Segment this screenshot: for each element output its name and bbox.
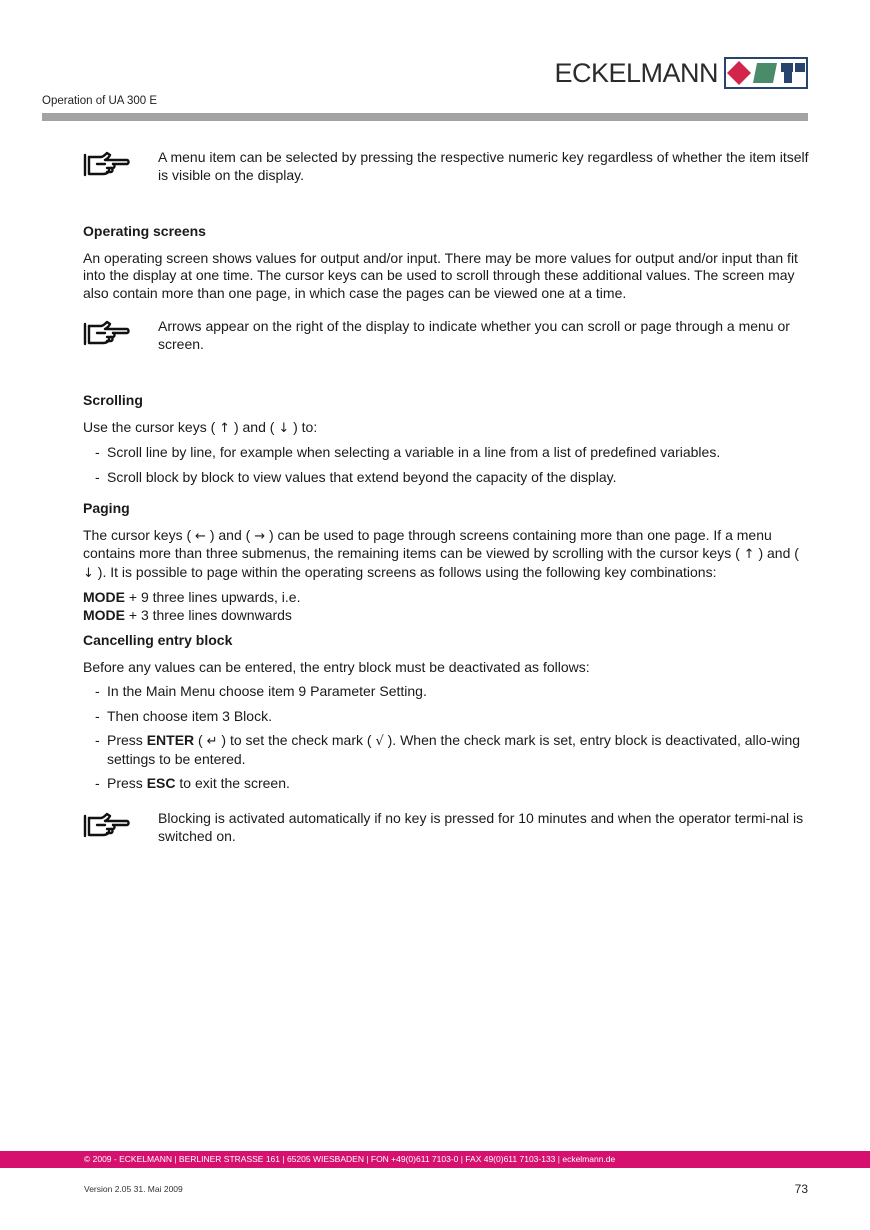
list-item: - Scroll line by line, for example when selecting a variable in a line from a list of predefined variables.	[95, 444, 721, 460]
paragraph: Use the cursor keys ( ↑ ) and ( ↓ ) to:	[83, 418, 318, 436]
list-item: - Press ESC to exit the screen.	[95, 775, 290, 791]
list-item: - Press ENTER ( ↵ ) to set the check mark ( √ ). When the check mark is set, entry block is deactivated, allo-wing settings to be entered.	[95, 732, 801, 767]
section-scrolling	[83, 392, 813, 493]
eckelmann-logo-icon	[724, 57, 808, 89]
bullet-list	[83, 444, 813, 486]
note-block	[83, 318, 813, 353]
arrow-right-icon: →	[254, 528, 266, 544]
pointing-hand-icon	[83, 810, 131, 840]
section-heading: Paging	[83, 500, 130, 516]
paragraph: Before any values can be entered, the entry block must be deactivated as follows:	[83, 658, 590, 675]
section-heading: Scrolling	[83, 392, 143, 408]
arrow-up-icon: ↑	[743, 547, 755, 562]
pointing-hand-icon	[83, 149, 131, 179]
key-combo: MODE + 3 three lines downwards	[83, 606, 292, 623]
section-cancelling-entry-block	[83, 632, 813, 800]
note-block	[83, 149, 813, 184]
enter-key-icon: ↵	[206, 734, 218, 749]
pointing-hand-icon	[83, 318, 131, 348]
arrow-left-icon: ←	[195, 528, 206, 544]
note-text: Arrows appear on the right of the display to indicate whether you can scroll or page through a menu or screen.	[158, 318, 790, 352]
section-heading: Cancelling entry block	[83, 632, 233, 648]
document-title: Operation of UA 300 E	[42, 95, 158, 107]
footer-contact-line: © 2009 - ECKELMANN | BERLINER STRASSE 161 | 65205 WIESBADEN | FON +49(0)611 7103-0 | FAX 49(0)611 7103-133 | eckelmann.de	[84, 1154, 616, 1164]
brand-wordmark: ECKELMANN	[554, 57, 718, 88]
list-item: - Then choose item 3 Block.	[95, 707, 272, 724]
header-divider	[42, 113, 808, 121]
version-info: Version 2.05 31. Mai 2009	[84, 1184, 183, 1194]
footer-bar	[0, 1151, 870, 1168]
paragraph: The cursor keys ( ← ) and ( → ) can be used to page through screens containing more than one page. If a menu contains more than three submenus, the remaining items can be viewed by scrolling with the cursor keys ( ↑ ) and ( ↓ ). It is possible to page within the operating screens as follows using the following key combinations:	[83, 526, 799, 581]
check-mark-icon: √	[375, 734, 384, 749]
bullet-list	[83, 683, 813, 793]
section-operating-screens	[83, 223, 813, 309]
note-text: A menu item can be selected by pressing the respective numeric key regardless of whether the item itself is visible on the display.	[158, 149, 809, 183]
brand-logo	[554, 57, 808, 89]
arrow-up-icon: ↑	[219, 420, 231, 436]
paragraph: An operating screen shows values for output and/or input. There may be more values for output and/or input than fit into the display at one time. The cursor keys can be used to scroll through these additional values. The screen may also contain more than one page, in which case the pages can be viewed one at a time.	[83, 249, 798, 301]
page-number: 73	[794, 1182, 808, 1196]
arrow-down-icon: ↓	[83, 565, 94, 581]
note-block	[83, 810, 813, 845]
list-item: - In the Main Menu choose item 9 Parameter Setting.	[95, 683, 427, 699]
section-heading: Operating screens	[83, 223, 206, 239]
note-text: Blocking is activated automatically if no key is pressed for 10 minutes and when the operator termi-nal is switched on.	[158, 810, 804, 844]
list-item: - Scroll block by block to view values that extend beyond the capacity of the display.	[95, 468, 617, 485]
key-combo: MODE + 9 three lines upwards, i.e.	[83, 589, 301, 605]
section-paging	[83, 500, 813, 624]
arrow-down-icon: ↓	[278, 420, 290, 436]
